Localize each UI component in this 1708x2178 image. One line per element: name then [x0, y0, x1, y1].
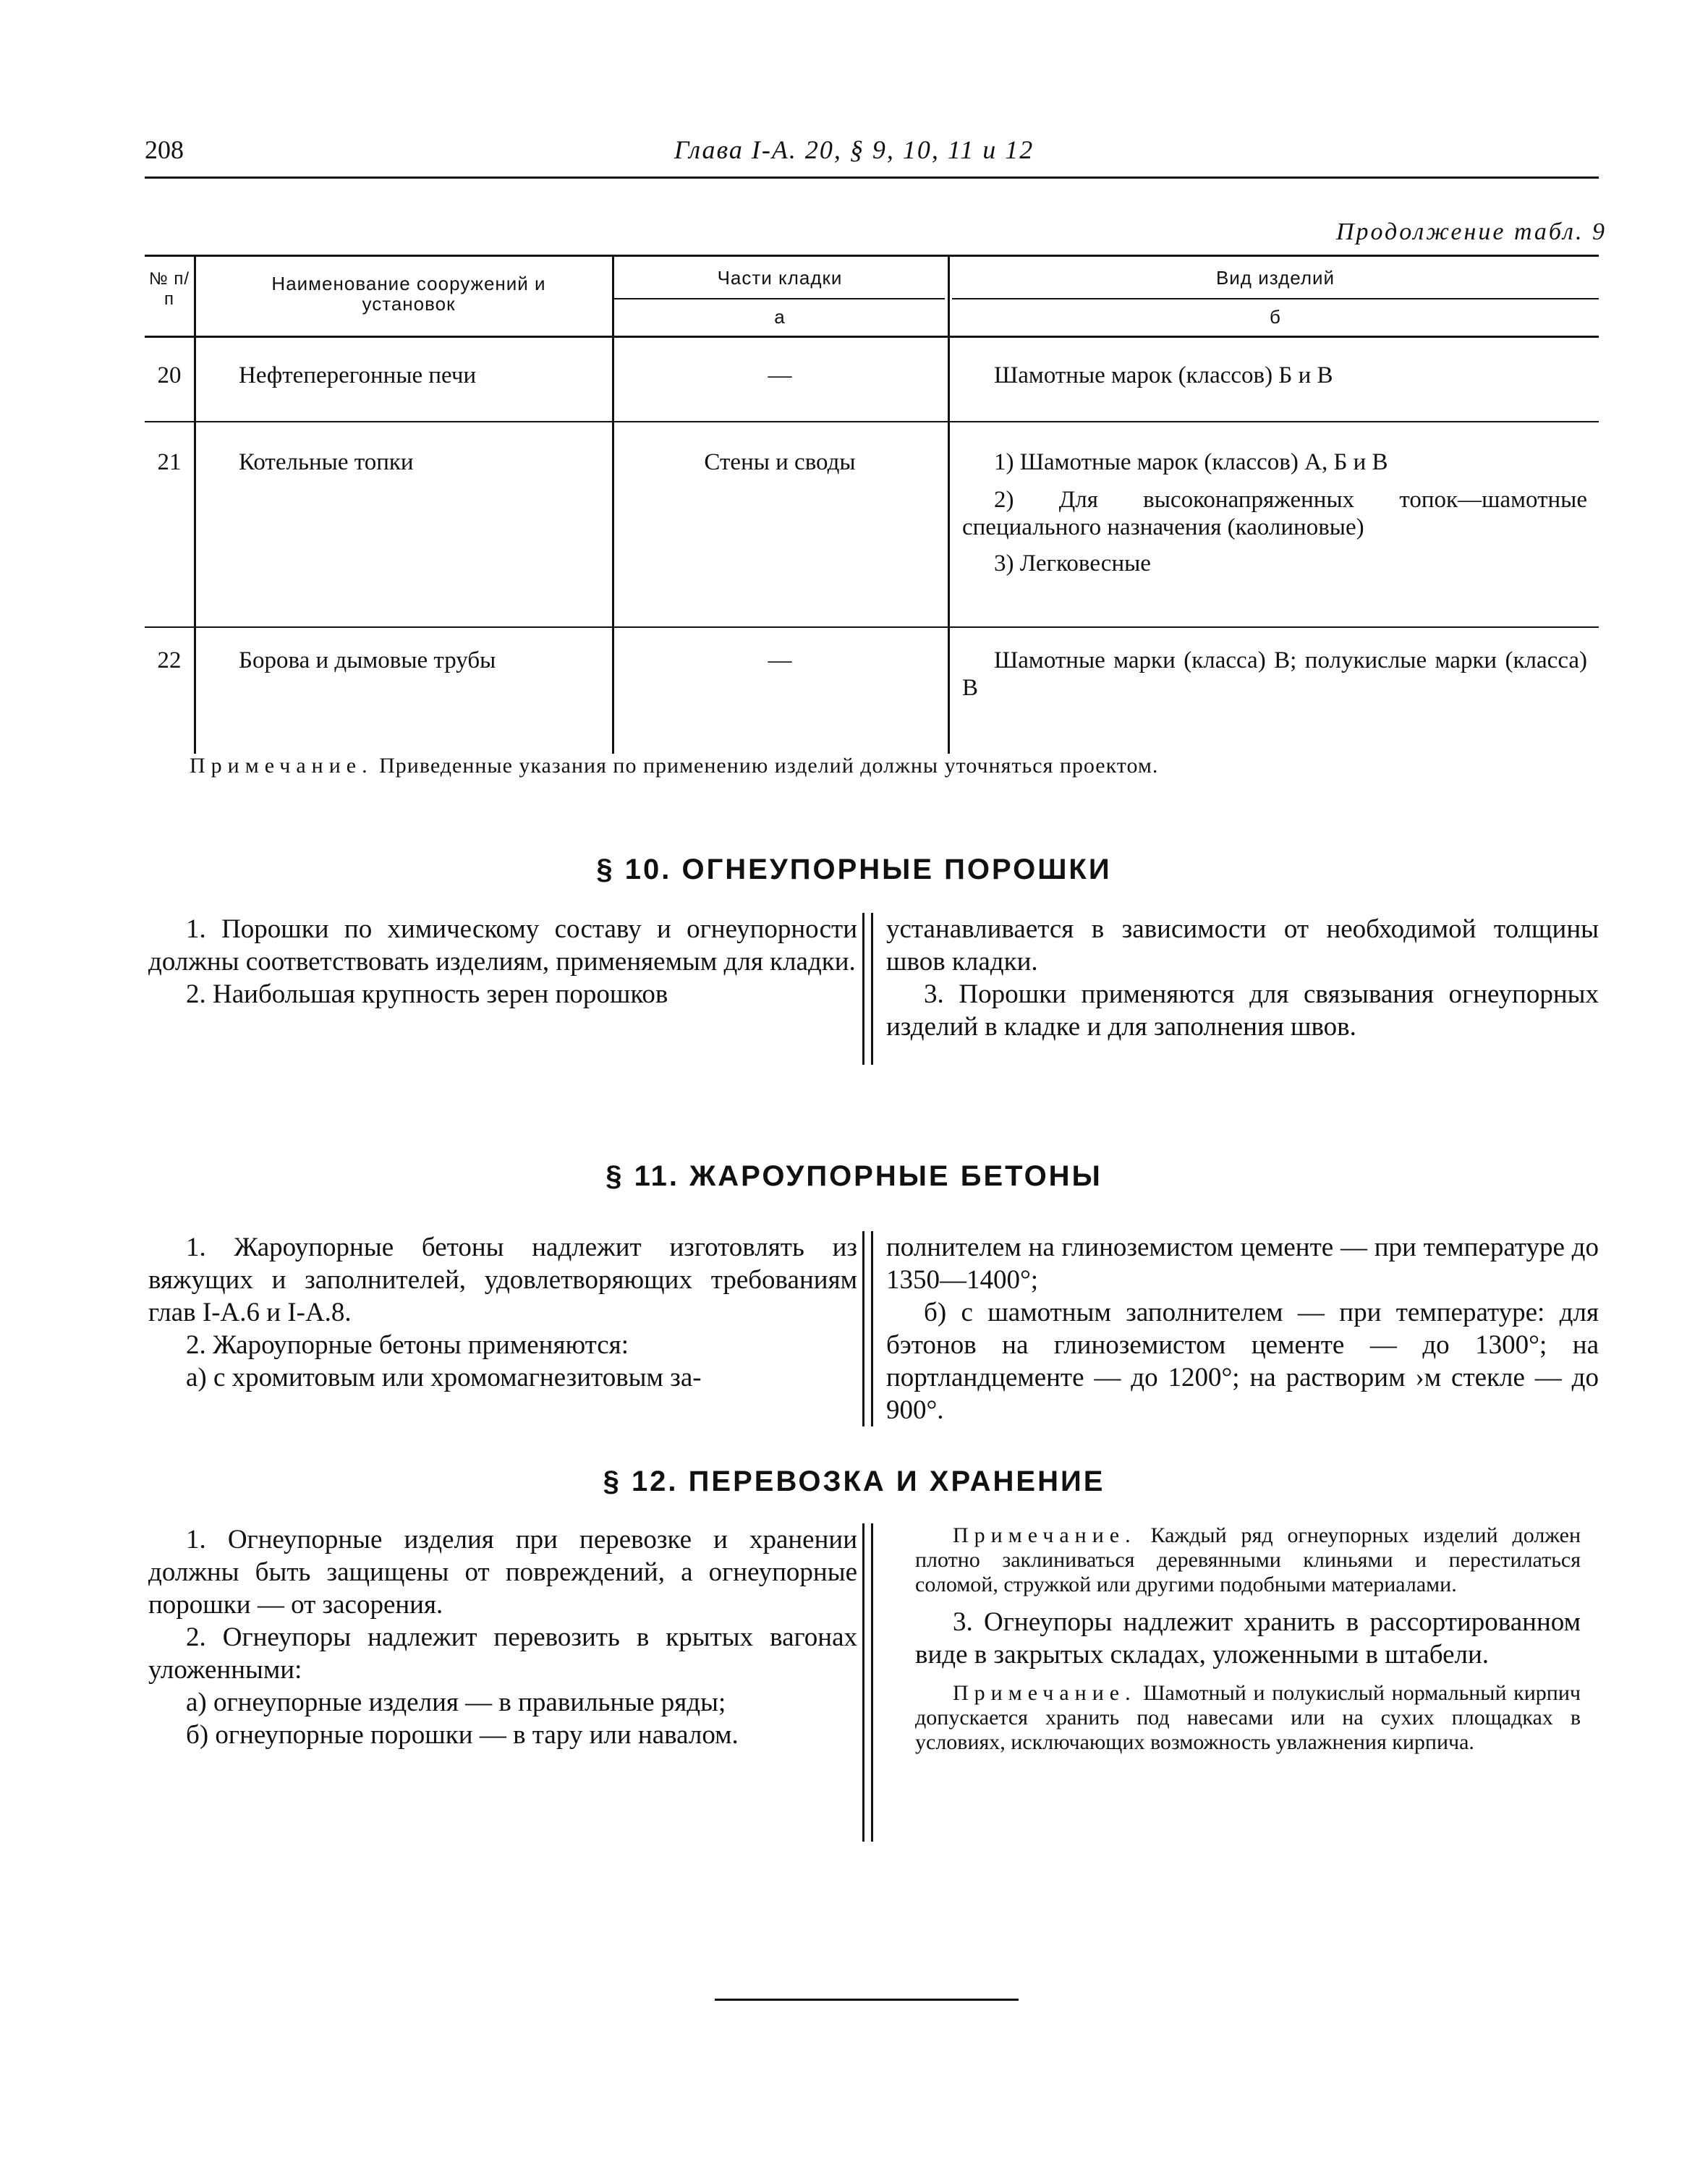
header-name: Наименование сооружений и установок — [271, 273, 546, 315]
table-continuation-label: Продолжение табл. 9 — [1335, 218, 1607, 245]
note-paragraph — [915, 1523, 1581, 1597]
row-name: Котельные топки — [239, 449, 414, 475]
page-number: 208 — [145, 135, 184, 164]
row-name: Нефтеперегонные печи — [239, 362, 477, 388]
column-divider — [612, 255, 614, 754]
column-divider — [948, 255, 950, 754]
paragraph: устанавливается в зависимости от необходимой толщины швов кладки. — [886, 914, 1599, 977]
row-name: Борова и дымовые трубы — [239, 647, 496, 673]
row-divider — [145, 421, 1599, 422]
note-label: Примечание. — [953, 1681, 1136, 1705]
header-divider — [145, 176, 1599, 179]
row-kind: Шамотные марки (класса) В; полукислые марки (класса) В — [962, 647, 1587, 701]
header-num: № п/п — [148, 269, 190, 309]
table-top-rule — [145, 255, 1599, 257]
paragraph: полнителем на глиноземистом цементе — при температуре до 1350—1400°; — [886, 1233, 1599, 1295]
column-separator — [862, 1523, 873, 1842]
note-paragraph — [915, 1681, 1581, 1755]
row-number: 20 — [157, 362, 182, 388]
header-kind-sub: б — [1270, 306, 1281, 328]
paragraph: 2. Наибольшая крупность зерен порошков — [186, 979, 668, 1009]
column-separator — [862, 913, 873, 1065]
column-separator — [862, 1231, 873, 1426]
column-divider — [194, 255, 196, 754]
section-12-left — [148, 1523, 857, 1751]
row-kind: Шамотные марок (классов) Б и В — [994, 362, 1333, 388]
section-10-left — [148, 913, 857, 1011]
row-kind: 2) Для высоконапряженных топок—шамотные специального назначения (каолиновые) — [962, 487, 1587, 540]
row-kind: 3) Легковесные — [994, 550, 1151, 577]
note-block — [915, 1523, 1581, 1597]
row-parts: — — [768, 362, 792, 388]
row-parts: — — [768, 647, 792, 673]
running-header: Глава I-А. 20, § 9, 10, 11 и 12 — [674, 135, 1034, 164]
row-kind: 1) Шамотные марок (классов) А, Б и В — [994, 449, 1388, 475]
note-text: Приведенные указания по применению изделий должны уточняться проектом. — [379, 754, 1159, 778]
paragraph: 3. Огнеупоры надлежит хранить в рассортированном виде в закрытых складах, уложенными в штабели. — [915, 1607, 1581, 1669]
header-parts-sub: а — [774, 306, 786, 328]
subheader-rule — [952, 298, 1599, 299]
table-header-rule — [145, 336, 1599, 338]
section-12-right — [915, 1523, 1581, 1755]
row-number: 21 — [157, 449, 182, 475]
note-text: Шамотный и полукислый нормальный кирпич допускается хранить под навесами или на сухих площадках в условиях, исключающих возможность увлажнения кирпича. — [915, 1681, 1581, 1754]
section-11-right — [886, 1231, 1599, 1426]
table-note — [190, 754, 1158, 778]
header-parts: Части кладки — [717, 267, 843, 289]
paragraph: а) с хромитовым или хромомагнезитовым за- — [186, 1363, 702, 1392]
note-text: Каждый ряд огнеупорных изделий должен плотно заклиниваться деревянными клиньями и перестилаться соломой, стружкой или другими подобными материалами. — [915, 1523, 1581, 1596]
section-10-title: § 10. ОГНЕУПОРНЫЕ ПОРОШКИ — [596, 854, 1112, 885]
paragraph: 1. Порошки по химическому составу и огнеупорности должны соответствовать изделиям, применяемым для кладки. — [148, 914, 857, 977]
note-block — [915, 1681, 1581, 1755]
paragraph: 1. Жароупорные бетоны надлежит изготовлять из вяжущих и заполнителей, удовлетворяющих требованиям глав I-А.6 и I-А.8. — [148, 1233, 857, 1327]
section-11-title: § 11. ЖАРОУПОРНЫЕ БЕТОНЫ — [606, 1160, 1102, 1192]
end-divider — [715, 1999, 1019, 2001]
subheader-rule — [612, 298, 945, 299]
paragraph: 2. Жароупорные бетоны применяются: — [186, 1330, 629, 1360]
row-parts: Стены и своды — [704, 449, 856, 475]
row-divider — [145, 626, 1599, 628]
paragraph: б) огнеупорные порошки — в тару или навалом. — [186, 1720, 739, 1750]
paragraph: 3. Порошки применяются для связывания огнеупорных изделий в кладке и для заполнения швов. — [886, 979, 1599, 1042]
row-number: 22 — [157, 647, 182, 673]
section-12-title: § 12. ПЕРЕВОЗКА И ХРАНЕНИЕ — [603, 1466, 1105, 1497]
section-11-left — [148, 1231, 857, 1394]
note-label: Примечание. — [190, 754, 373, 778]
note-label: Примечание. — [953, 1523, 1136, 1547]
header-kind: Вид изделий — [1215, 267, 1335, 289]
section-10-right — [886, 913, 1599, 1043]
paragraph: б) с шамотным заполнителем — при температуре: для бэтонов на глиноземистом цементе — до 1300°; на портландцементе — до 1200°; на растворим ›м стекле — до 900°. — [886, 1298, 1599, 1425]
paragraph: 2. Огнеупоры надлежит перевозить в крытых вагонах уложенными: — [148, 1622, 857, 1685]
paragraph: 1. Огнеупорные изделия при перевозке и хранении должны быть защищены от повреждений, а огнеупорные порошки — от засорения. — [148, 1525, 857, 1620]
paragraph: а) огнеупорные изделия — в правильные ряды; — [186, 1688, 726, 1717]
